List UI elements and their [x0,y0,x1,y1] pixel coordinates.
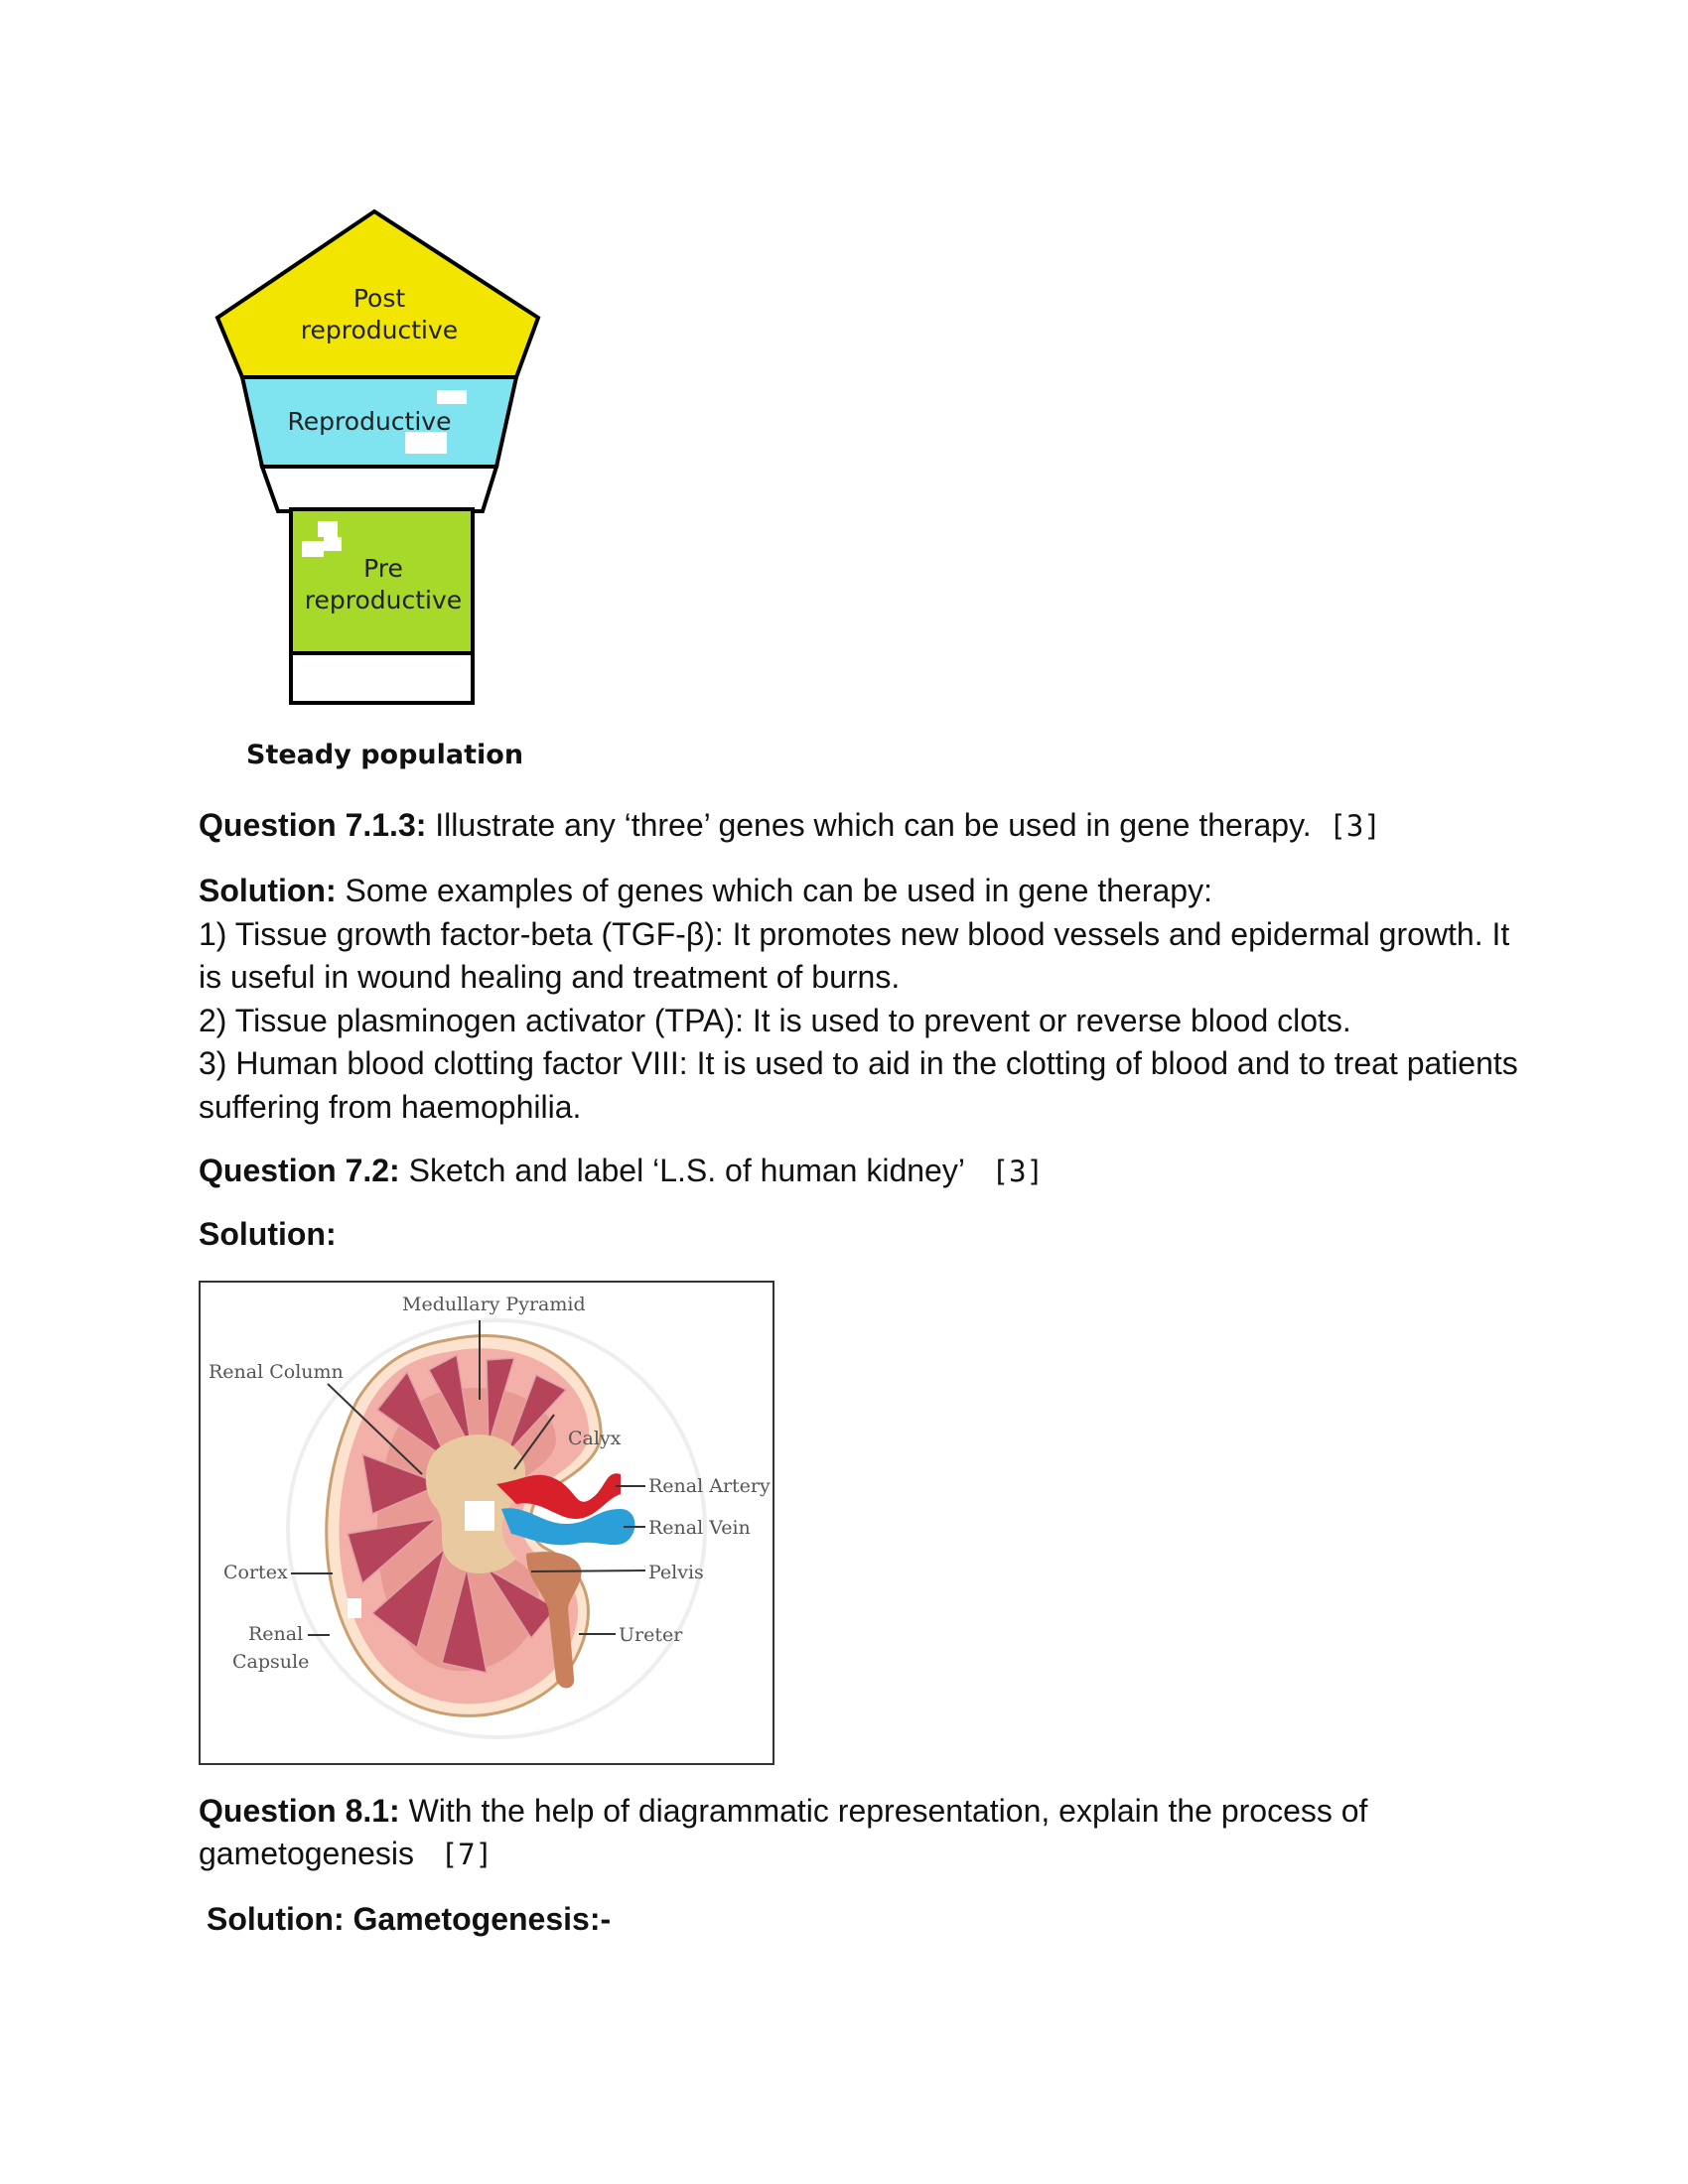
list-item: 3) Human blood clotting factor VIII: It is used to aid in the clotting of blood and to treat patients suffering from haemophilia. [199,1045,1518,1125]
pre-reproductive-label-line2: reproductive [304,586,463,614]
question-marks: [3] [991,1155,1044,1188]
pelvis-label: Pelvis [648,1562,704,1583]
ureter-label: Ureter [619,1624,683,1646]
question-marks: [3] [1329,809,1381,843]
question-text: Illustrate any ‘three’ genes which can be used in gene therapy. [426,807,1312,843]
post-reproductive-label-line2: reproductive [300,316,459,344]
list-item: 1) Tissue growth factor-beta (TGF-β): It promotes new blood vessels and epidermal growth. It is useful in wound healing and treatment of burns. [199,915,1510,995]
renal-artery-label: Renal Artery [648,1475,771,1497]
solution-label: Solution: [199,873,337,908]
renal-capsule-label-line1: Renal [248,1623,304,1645]
question-8-1 [199,1790,1367,1833]
calyx-label: Calyx [568,1428,622,1449]
age-pyramid-diagram [199,194,556,730]
question-text: Sketch and label ‘L.S. of human kidney’ [399,1153,965,1188]
question-text: gametogenesis [199,1836,415,1871]
pre-reproductive-label-line1: Pre [363,554,403,583]
question-7-1-3 [199,804,1381,848]
solution-intro: Some examples of genes which can be used in gene therapy: [336,873,1212,908]
question-label: Question 8.1: [199,1793,400,1829]
question-marks: [7] [440,1838,493,1871]
post-reproductive-label-line1: Post [352,284,406,313]
renal-vein-label: Renal Vein [648,1517,751,1539]
pyramid-caption: Steady population [246,740,524,770]
kidney-ls-diagram [199,1281,774,1767]
question-label: Question 7.2: [199,1153,400,1188]
renal-column-label: Renal Column [209,1361,344,1383]
question-7-2 [199,1150,1044,1193]
list-item: 2) Tissue plasminogen activator (TPA): It is used to prevent or reverse blood clots. [199,1002,1351,1038]
reproductive-label: Reproductive [287,407,452,436]
renal-capsule-label-line2: Capsule [232,1651,310,1673]
solution-8-1-heading: Solution: Gametogenesis:- [207,1901,612,1937]
empty-band-upper [262,467,496,511]
cortex-label: Cortex [223,1562,288,1583]
question-label: Question 7.1.3: [199,807,427,843]
medullary-pyramid-label: Medullary Pyramid [402,1294,586,1315]
question-8-1-continued [199,1833,492,1876]
solution-7-1-3 [199,870,1519,1129]
question-text: With the help of diagrammatic representation, explain the process of [399,1793,1368,1829]
solution-7-2-label: Solution: [199,1216,337,1252]
empty-band-lower [291,653,473,703]
